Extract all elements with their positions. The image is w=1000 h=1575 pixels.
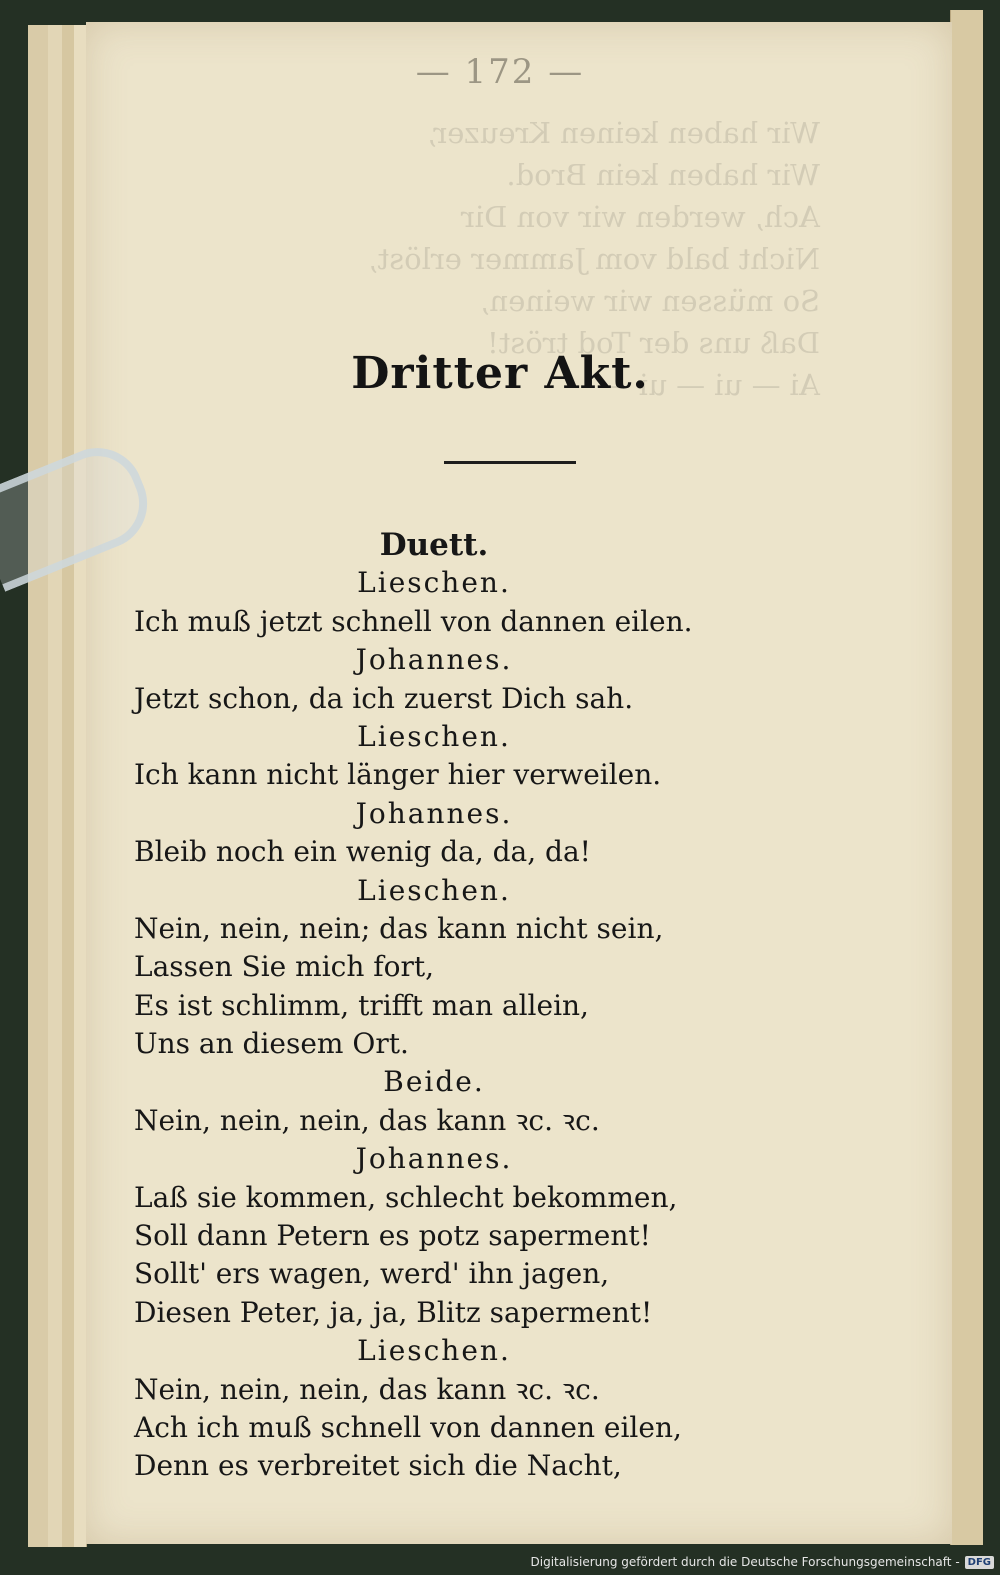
verse-line: Nein, nein, nein, das kann ꝛc. ꝛc. (134, 1103, 600, 1137)
bleed-line: Nicht bald vom Jammer erlöst, (368, 242, 820, 276)
speaker-name: Lieschen. (357, 719, 511, 753)
bleed-line: So müssen wir weinen, (480, 284, 820, 318)
footer-credit (531, 1551, 995, 1573)
verse-line: Sollt' ers wagen, werd' ihn jagen, (134, 1257, 610, 1291)
speaker-name: Lieschen. (357, 873, 511, 907)
page-edge-right (950, 10, 983, 1545)
verse-line: Lassen Sie mich fort, (134, 950, 435, 984)
duett-title: Duett. (379, 527, 489, 563)
speaker-name: Johannes. (355, 1142, 513, 1176)
duett-text (134, 526, 914, 1486)
act-heading: Dritter Akt. (351, 348, 649, 399)
verse-line: Ich kann nicht länger hier verweilen. (134, 758, 662, 792)
verse-line: Denn es verbreitet sich die Nacht, (134, 1449, 622, 1483)
page-edge (28, 25, 49, 1547)
verse-line: Laß sie kommen, schlecht bekommen, (134, 1180, 678, 1214)
bleed-line: Daß uns der Tod tröst! (487, 326, 820, 360)
page-edge (48, 25, 63, 1547)
verse-line: Nein, nein, nein; das kann nicht sein, (134, 911, 664, 945)
speaker-name: Johannes. (355, 643, 513, 677)
bleed-line: Wir haben keinen Kreuzer, (427, 116, 820, 150)
verse-line: Es ist schlimm, trifft man allein, (134, 988, 589, 1022)
verse-line: Bleib noch ein wenig da, da, da! (134, 835, 591, 869)
verse-line: Uns an diesem Ort. (134, 1027, 409, 1061)
verse-line: Soll dann Petern es potz saperment! (134, 1219, 651, 1253)
verse-line: Jetzt schon, da ich zuerst Dich sah. (134, 681, 634, 715)
footer-text: Digitalisierung gefördert durch die Deutsche Forschungsgemeinschaft - (530, 1555, 960, 1569)
speaker-name: Lieschen. (357, 566, 511, 600)
speaker-name: Johannes. (355, 796, 513, 830)
verse-line: Ich muß jetzt schnell von dannen eilen. (134, 604, 693, 638)
heading-rule (444, 461, 576, 464)
verse-line: Ach ich muß schnell von dannen eilen, (134, 1410, 682, 1444)
bleed-line: Ai — ui — ui — (600, 368, 820, 402)
speaker-name: Beide. (383, 1065, 485, 1099)
bleed-line: Ach, werden wir von Dir (460, 200, 820, 234)
page-number: — 172 — (415, 52, 585, 92)
verse-line: Nein, nein, nein, das kann ꝛc. ꝛc. (134, 1372, 600, 1406)
verse-line: Diesen Peter, ja, ja, Blitz saperment! (134, 1295, 653, 1329)
dfg-logo: DFG (965, 1556, 994, 1569)
bleed-line: Wir haben kein Brod. (506, 158, 820, 192)
speaker-name: Lieschen. (357, 1334, 511, 1368)
